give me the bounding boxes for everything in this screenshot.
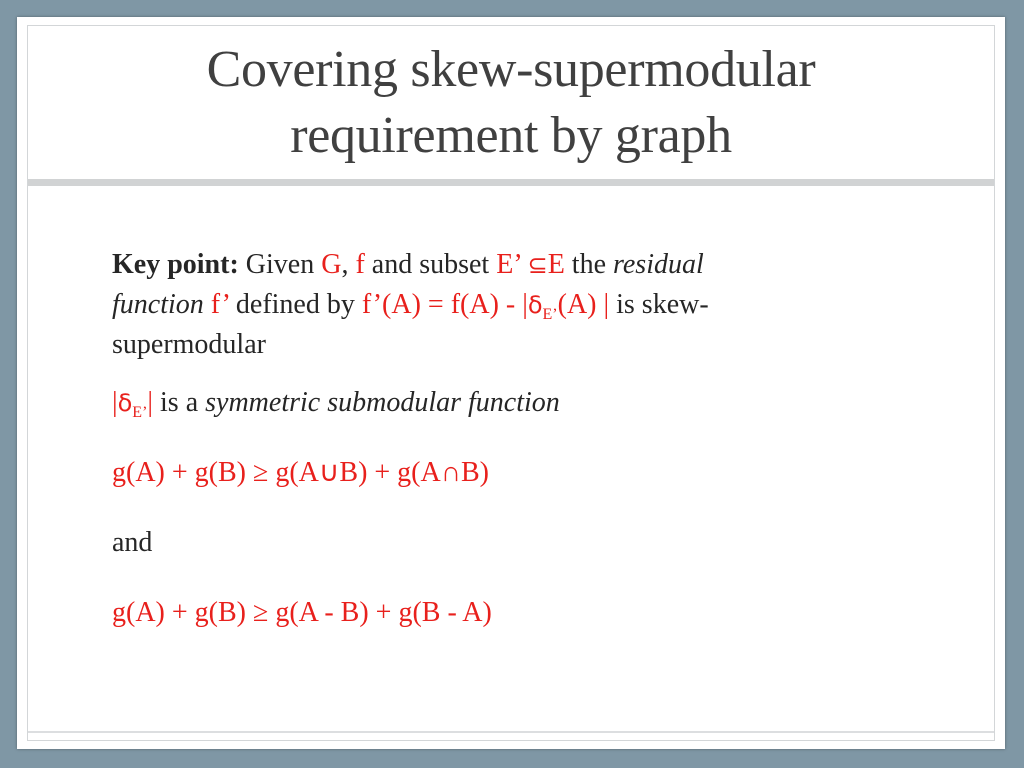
title-divider: [28, 179, 994, 186]
title-line-1: Covering skew-supermodular: [206, 40, 816, 98]
cut-function-symbol: $|\delta_{E’}|$: [112, 387, 154, 421]
symmetric-submodular-italic: symmetric submodular function: [205, 387, 560, 418]
symmetric-submodular-line: [112, 383, 892, 423]
key-point-label: Key point:: [112, 249, 239, 280]
and-text: and: [112, 527, 153, 558]
residual-function-symbol: f’: [203, 289, 229, 320]
posimodular-inequality: g(A) + g(B) ≥ g(A - B) + g(B - A): [112, 597, 492, 628]
residual-formula: f’(A) = $f(A) - |\delta_{E’}(A)$ |: [361, 289, 610, 323]
residual-italic: residual: [613, 249, 704, 280]
comma-text: ,: [341, 249, 356, 280]
key-point-paragraph: [112, 245, 892, 365]
title-line-2: requirement by graph: [290, 106, 732, 164]
edge-subset-symbol: E’ ⊆E: [496, 249, 565, 280]
given-text: Given: [238, 249, 322, 280]
supermodular-text: supermodular: [112, 329, 266, 360]
function-symbol: f: [355, 249, 365, 280]
slide-title: [207, 37, 816, 169]
defined-by-text: defined by: [228, 289, 362, 320]
submodular-inequality: g(A) + g(B) ≥ g(A∪B) + g(A∩B): [112, 457, 489, 488]
the-text: the: [564, 249, 614, 280]
function-italic: function: [112, 289, 204, 320]
is-skew-text: is skew-: [609, 289, 709, 320]
is-a-text: is a: [153, 387, 206, 418]
slide: [17, 17, 1005, 749]
and-subset-text: and subset: [364, 249, 497, 280]
slide-content: [112, 245, 892, 633]
bottom-divider: [28, 731, 994, 733]
title-area: [28, 26, 994, 179]
graph-symbol: G: [321, 249, 342, 280]
